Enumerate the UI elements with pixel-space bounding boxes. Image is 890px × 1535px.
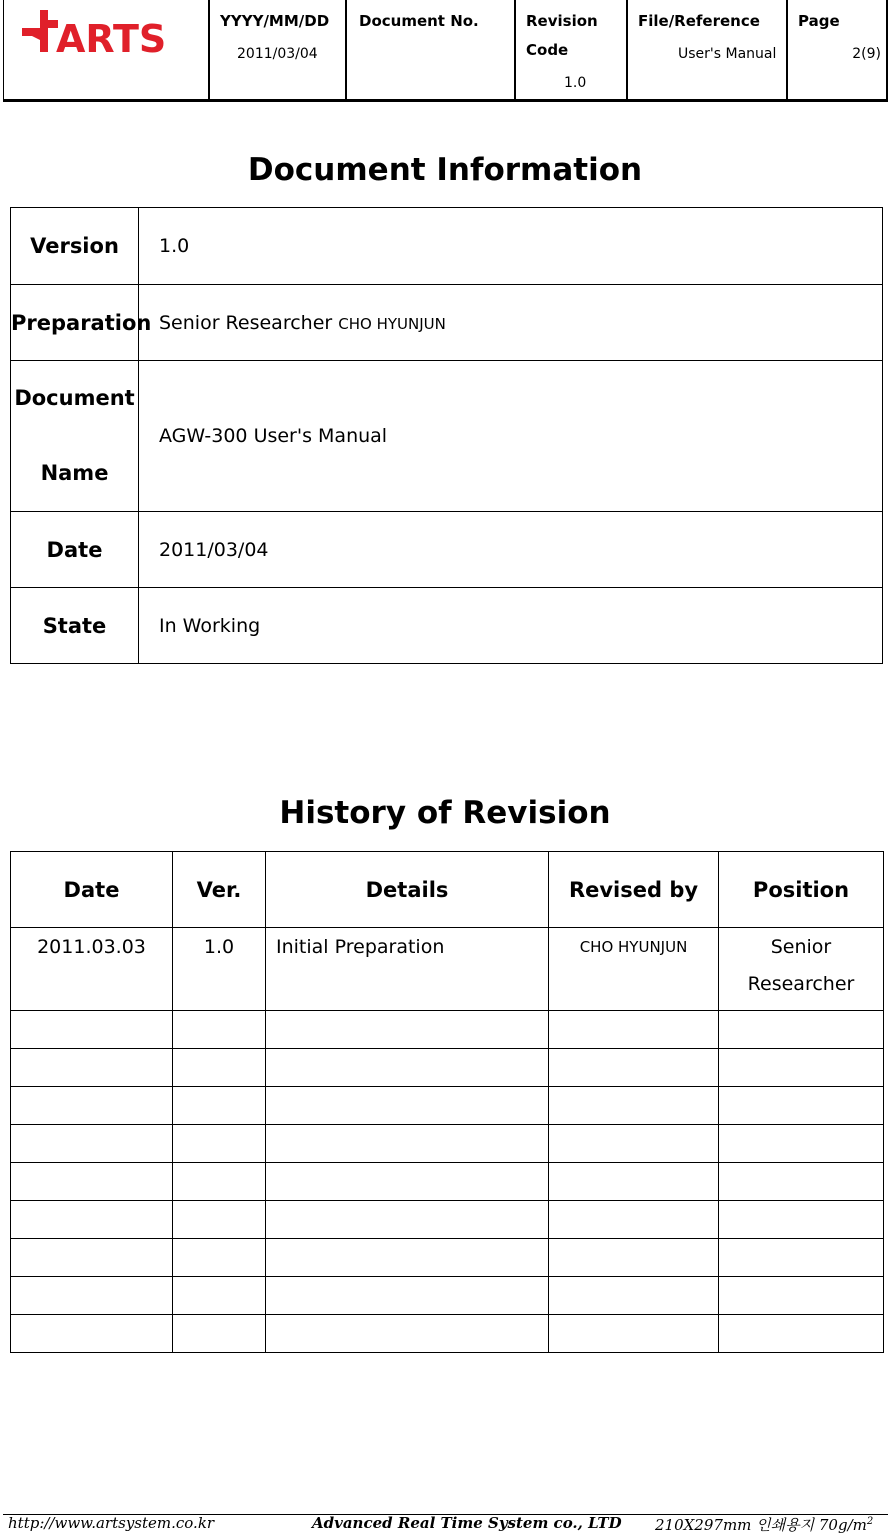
row-ver: 1.0 bbox=[173, 928, 266, 1011]
info-row-version bbox=[11, 208, 883, 285]
info-row-state bbox=[11, 588, 883, 664]
state-value: In Working bbox=[139, 588, 883, 664]
table-row bbox=[11, 1201, 884, 1239]
file-reference-value: User's Manual bbox=[678, 46, 777, 62]
document-information-title: Document Information bbox=[247, 152, 643, 188]
date-info-value: 2011/03/04 bbox=[139, 512, 883, 588]
table-row bbox=[11, 1239, 884, 1277]
version-value: 1.0 bbox=[139, 208, 883, 285]
preparation-name: CHO HYUNJUN bbox=[338, 314, 446, 333]
date-label: YYYY/MM/DD bbox=[220, 12, 330, 30]
info-row-document-name bbox=[11, 361, 883, 512]
table-row bbox=[11, 1087, 884, 1125]
row-position-cell bbox=[719, 928, 884, 1011]
document-information-table bbox=[10, 207, 883, 664]
logo-cell bbox=[4, 0, 210, 100]
file-reference-cell bbox=[628, 0, 788, 100]
history-table bbox=[10, 851, 884, 1353]
doc-no-label: Document No. bbox=[359, 12, 479, 30]
version-key: Version bbox=[11, 208, 139, 285]
doc-no-cell bbox=[347, 0, 516, 100]
preparation-value: Senior Researcher bbox=[159, 311, 333, 334]
document-name-key-1: Document bbox=[14, 386, 135, 410]
history-of-revision-title: History of Revision bbox=[279, 795, 611, 831]
table-row bbox=[11, 1011, 884, 1049]
row-date: 2011.03.03 bbox=[11, 928, 173, 1011]
row-details: Initial Preparation bbox=[266, 928, 549, 1011]
table-row bbox=[11, 928, 884, 1011]
date-key: Date bbox=[11, 512, 139, 588]
date-cell bbox=[210, 0, 347, 100]
revision-value: 1.0 bbox=[564, 75, 587, 91]
state-key: State bbox=[11, 588, 139, 664]
info-row-date bbox=[11, 512, 883, 588]
column-header-details: Details bbox=[266, 852, 549, 928]
footer-paper-sup: 2 bbox=[866, 1516, 874, 1527]
column-header-date: Date bbox=[11, 852, 173, 928]
row-position-2: Researcher bbox=[747, 973, 855, 995]
table-row bbox=[11, 1049, 884, 1087]
table-row bbox=[11, 1315, 884, 1353]
document-name-key-2: Name bbox=[40, 461, 109, 485]
logo-text: ARTS bbox=[56, 17, 167, 58]
footer-paper: 210X297mm 인쇄용지 70g/m bbox=[655, 1516, 867, 1534]
document-header bbox=[3, 0, 888, 102]
column-header-position: Position bbox=[719, 852, 884, 928]
revision-label: Revision bbox=[526, 12, 598, 30]
page-label: Page bbox=[798, 12, 840, 30]
document-name-key-cell bbox=[11, 361, 139, 512]
page-cell bbox=[788, 0, 887, 100]
info-row-preparation bbox=[11, 285, 883, 361]
table-row bbox=[11, 1125, 884, 1163]
revision-label-2: Code bbox=[526, 41, 569, 59]
page-value: 2(9) bbox=[852, 46, 881, 62]
footer-company: Advanced Real Time System co., LTD bbox=[312, 1514, 622, 1532]
file-reference-label: File/Reference bbox=[638, 12, 760, 30]
column-header-ver: Ver. bbox=[173, 852, 266, 928]
table-row bbox=[11, 1277, 884, 1315]
arts-logo-icon bbox=[18, 6, 190, 58]
preparation-value-cell bbox=[139, 285, 883, 361]
footer-url[interactable]: http://www.artsystem.co.kr bbox=[8, 1514, 215, 1532]
history-header-row bbox=[11, 852, 884, 928]
row-revised-by: CHO HYUNJUN bbox=[549, 928, 719, 1011]
document-name-value: AGW-300 User's Manual bbox=[139, 361, 883, 512]
table-row bbox=[11, 1163, 884, 1201]
preparation-key: Preparation bbox=[11, 285, 139, 361]
row-position-1: Senior bbox=[770, 936, 832, 958]
column-header-revised-by: Revised by bbox=[549, 852, 719, 928]
date-value: 2011/03/04 bbox=[237, 46, 318, 62]
revision-cell bbox=[516, 0, 628, 100]
